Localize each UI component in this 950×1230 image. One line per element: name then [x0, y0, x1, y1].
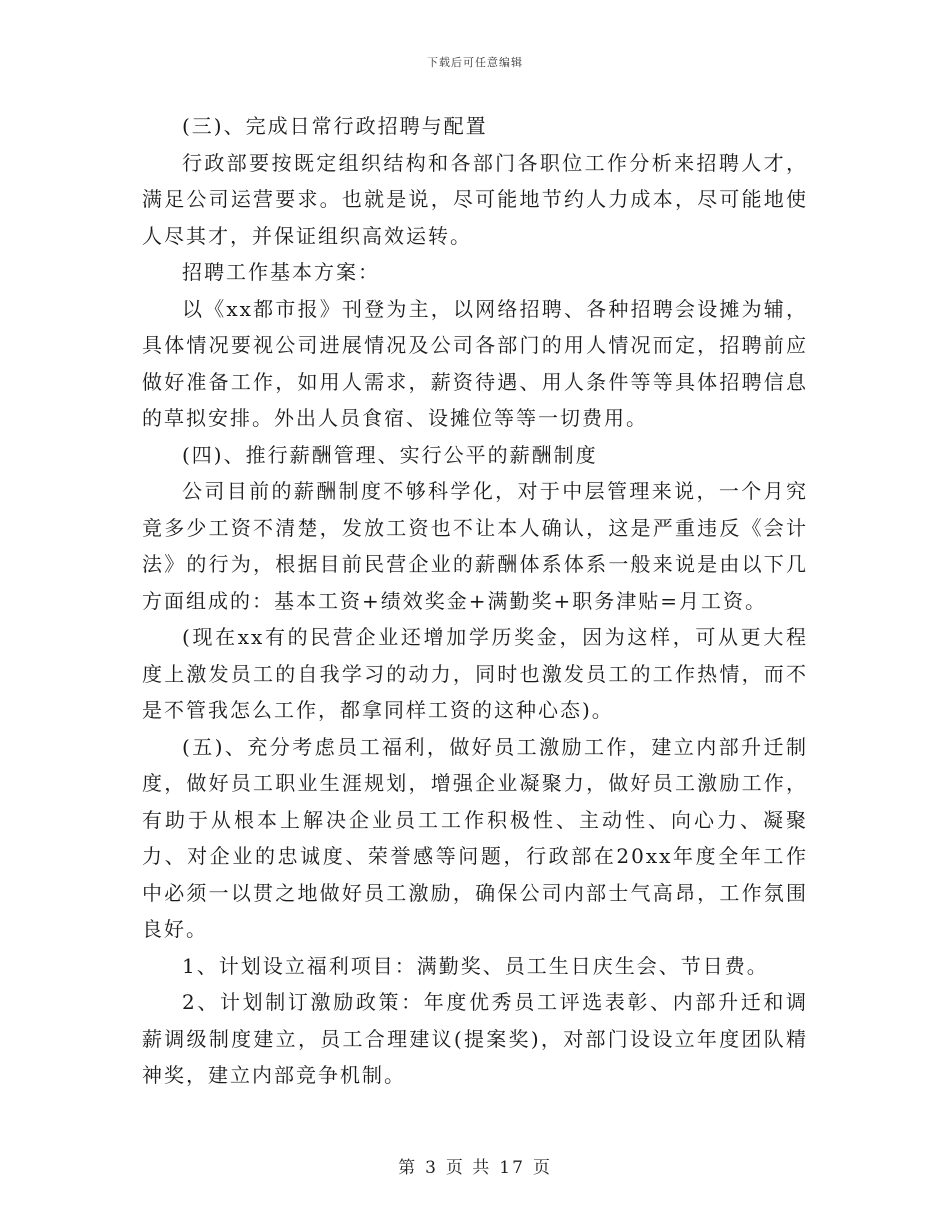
paragraph-salary-system: 公司目前的薪酬制度不够科学化，对于中层管理来说，一个月究竟多少工资不清楚，发放工资也不让本人确认，这是严重违反《会计法》的行为，根据目前民营企业的薪酬体系体系一般来说是由以下几方面组成的：基本工资+绩效奖金+满勤奖+职务津贴=月工资。 [142, 479, 808, 613]
section-heading-recruitment: (三)、完成日常行政招聘与配置 [182, 114, 488, 138]
page-header-note: 下载后可任意编辑 [427, 56, 523, 69]
paragraph-education-bonus: (现在xx有的民营企业还增加学历奖金，因为这样，可从更大程度上激发员工的自我学习的动力，同时也激发员工的工作热情，而不是不管我怎么工作，都拿同样工资的这种心态)。 [142, 625, 808, 722]
footer-suffix: 页 [532, 1158, 552, 1178]
footer-prefix: 第 [398, 1158, 418, 1178]
paragraph-recruitment-plan: 以《xx都市报》刊登为主，以网络招聘、各种招聘会设摊为辅，具体情况要视公司进展情况及公司各部门的用人情况而定，招聘前应做好准备工作，如用人需求，薪资待遇、用人条件等等具体招聘信息的草拟安排。外出人员食宿、设摊位等等一切费用。 [142, 296, 808, 430]
page-footer [0, 1153, 950, 1178]
paragraph-recruitment-plan-title: 招聘工作基本方案： [182, 260, 380, 284]
paragraph-welfare-items: 1、计划设立福利项目：满勤奖、员工生日庆生会、节日费。 [182, 953, 769, 978]
section-heading-welfare: (五)、充分考虑员工福利，做好员工激励工作，建立内部升迁制度，做好员工职业生涯规划，增强企业凝聚力，做好员工激励工作，有助于从根本上解决企业员工工作积极性、主动性、向心力、凝聚力、对企业的忠诚度、荣誉感等问题，行政部在20xx年度全年工作中必须一以贯之地做好员工激励，确保公司内部士气高昂，工作氛围良好。 [142, 734, 808, 941]
current-page-number: 3 [425, 1158, 438, 1178]
total-page-count: 17 [499, 1158, 525, 1178]
paragraph-incentive-policy: 2、计划制订激励政策：年度优秀员工评选表彰、内部升迁和调薪调级制度建立，员工合理建议(提案奖)，对部门设设立年度团队精神奖，建立内部竞争机制。 [142, 990, 808, 1087]
section-heading-salary: (四)、推行薪酬管理、实行公平的薪酬制度 [182, 442, 598, 467]
paragraph-recruitment-goal: 行政部要按既定组织结构和各部门各职位工作分析来招聘人才，满足公司运营要求。也就是说，尽可能地节约人力成本，尽可能地使人尽其才，并保证组织高效运转。 [142, 150, 808, 248]
footer-middle: 页 共 [445, 1158, 492, 1178]
document-body [142, 108, 808, 1094]
